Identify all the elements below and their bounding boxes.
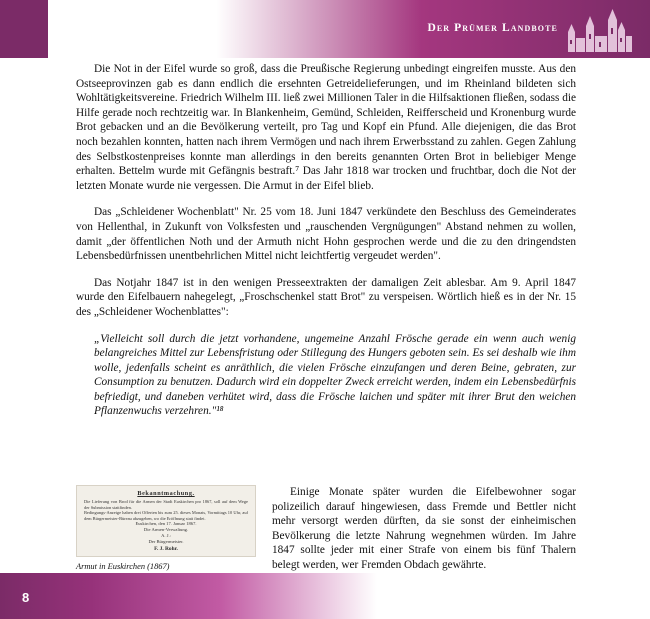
figure-armut-euskirchen (76, 485, 256, 583)
castle-icon (564, 6, 636, 52)
header-gradient-bar (48, 0, 650, 58)
paragraph-beside-figure (272, 485, 576, 573)
paragraph-1: Die Not in der Eifel wurde so groß, dass die Preußische Regierung unbedingt eingreifen musste. Aus den Ostseeprovinzen gab es dann endlich die ersehnten Getreidelieferungen, und im Rheinland bildeten sich Wohltätigkeitsvereine. Friedrich Wilhelm III. ließ zwei Millionen Taler in die Hilfsaktionen fließen, sodass die Hilfe gerade noch rechtzeitig war. In Blankenheim, Gemünd, Schleiden, Reifferscheid und Kronenburg wurde Brot gebacken und an die Bevölkerung verteilt, pro Tag und Kopf ein Pfund. Alle diejenigen, die das Brot noch bezahlen konnten, hatten nach ihrem Vermögen und nach ihrem Erwerbsstand zu zahlen. Gegen Zahlung des Selbstkostenpreises konnte man allerdings in den bereits genannten Orten Brot in beliebiger Menge erhalten. Bettelm wurde mit Gefängnis bestraft.⁷ Das Jahr 1818 war trocken und fruchtbar, doch die Not der letzten Monate wurde nie vergessen. Die Armut in der Eifel blieb. (76, 63, 577, 192)
notice-authority-3: Der Bürgermeister. (148, 539, 184, 545)
footer-gradient-bar (0, 573, 650, 619)
paragraph-3: Das Notjahr 1847 ist in den wenigen Presseextrakten der damaligen Zeit ablesbar. Am 9. April 1847 wurde den Eifelbauern nahegelegt, „Froschschenkel statt Brot" zu verspeisen. Wörtlich hieß es in der Nr. 15 des „Schleidener Wochenblattes": (76, 276, 576, 318)
figure-caption-line-1: Armut in Euskirchen (1867) (76, 562, 170, 571)
article-body (76, 62, 576, 431)
notice-heading: Bekanntmachung. (137, 490, 195, 497)
page-header (0, 0, 650, 58)
notice-line-1: Die Lieferung von Brod für die Armen der Stadt Euskirchen pro 1867, soll auf dem Wege der Submission stattfinden. (84, 499, 248, 510)
notice-signature: F. J. Rohr. (154, 546, 178, 553)
notice-authority-2: A. J.: (161, 533, 171, 539)
page-footer (0, 573, 650, 619)
figure-image (76, 485, 256, 557)
paragraph-2: Das „Schleidener Wochenblatt" Nr. 25 vom 18. Juni 1847 verkündete den Beschluss des Gemeinderates von Hellenthal, in Zukunft von Volksfesten und „rauschenden Vergnügungen" Abstand nehmen zu wollen, damit „der öffentlichen Noth und der Armuth nicht Hohn gesprochen werde und die zu den dringendsten Lebensbedürfnissen unentbehrlichen Mittel nicht leichtfertig vergeudet werden". (76, 206, 576, 263)
header-left-color-block (0, 0, 48, 58)
page-number: 8 (22, 590, 30, 605)
paragraph-4: Einige Monate später wurden die Eifelbewohner sogar polizeilich darauf hingewiesen, dass Fremde und Bettler nicht mehr versorgt werden dürften, da sie sonst der einheimischen Bevölkerung die letzte Nahrung wegnehmen würden. Im Jahre 1847 sollte jeder mit einer Strafe von einem bis fünf Thalern belegt werden, wer Fremden Obdach gewährte. (272, 486, 576, 571)
blockquote-newspaper: „Vielleicht soll durch die jetzt vorhandene, ungemeine Anzahl Frösche gerade ein wenn auch wenig belangreiches Mittel zur Lebensfristung oder Stillegung des Hungers geboten sein. Es sei deshalb wie ihm wolle, jedenfalls scheint es anräthlich, die vielen Frösche einzufangen und deren Beine, gebraten, zur Consumption zu benutzen. Dadurch wird ein doppelter Zweck erreicht werden, indem ein Lebensbedürfnis befriedigt, und daneben verhütet wird, dass die Frösche laichen und später mit ihrer Brut den weichen Pflanzenwuchs verzehren."¹⁸ (94, 332, 576, 418)
notice-place-date: Euskirchen, den 17. Januar 1867. (135, 521, 197, 527)
notice-authority-1: Die Armen-Verwaltung. (143, 527, 189, 533)
publication-title: Der Prümer Landbote (427, 22, 558, 34)
notice-line-2: Bedingungs-Anzeige haben drei Offerten bis zum 25. dieses Monats, Vormittags 10 Uhr, auf dem Bürgermeister-Büreau abzugeben, wo die Eröffnung statt findet. (84, 510, 248, 521)
